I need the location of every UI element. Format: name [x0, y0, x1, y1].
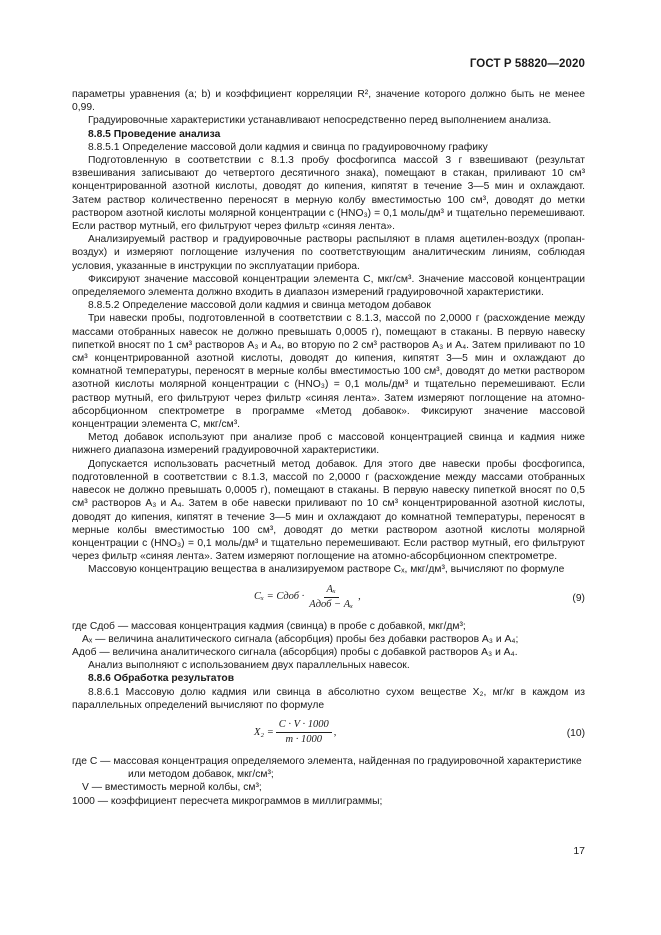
formula-9-numerator: Aₓ — [324, 584, 339, 598]
formula-10-lhs: X₂ = — [254, 726, 274, 738]
section-heading-8-8-6: 8.8.6 Обработка результатов — [88, 673, 235, 685]
paragraph: Метод добавок используют при анализе проб с массовой концентрацией свинца и кадмия ниже нижнего диапазона измерений градуировочной характеристики. — [72, 432, 585, 457]
document-page — [72, 0, 585, 935]
document-body — [72, 88, 585, 808]
page-number: 17 — [573, 845, 585, 857]
legend-item: 1000 — коэффициент пересчета микрограммов в миллиграммы; — [72, 795, 383, 807]
legend-item: Aₓ — величина аналитического сигнала (абсорбция) пробы без добавки растворов A₃ и A₄; — [82, 633, 519, 645]
subsection-title-8-8-5-2: 8.8.5.2 Определение массовой доли кадмия и свинца методом добавок — [88, 300, 431, 312]
paragraph: Массовую концентрацию вещества в анализируемом растворе Cₓ, мкг/дм³, вычисляют по формуле — [88, 564, 565, 576]
document-header: ГОСТ Р 58820—2020 — [469, 58, 585, 70]
formula-10-number: (10) — [566, 727, 585, 739]
paragraph: параметры уравнения (a; b) и коэффициент корреляции R², значение которого должно быть не менее 0,99. — [72, 89, 585, 114]
formula-10-fraction — [276, 719, 332, 746]
paragraph: Анализируемый раствор и градуировочные растворы распыляют в пламя ацетилен-воздух (пропан-воздух) и измеряют поглощение излучения по соответствующим аналитическим линиям, соблюдая условия, указанные в инструкции по эксплуатации прибора. — [72, 234, 585, 272]
legend-item: где Cдоб — массовая концентрация кадмия (свинца) в пробе с добавкой, мкг/дм³; — [72, 620, 466, 632]
legend-item: Aдоб — величина аналитического сигнала (абсорбция) пробы с добавкой растворов A₃ и A₄. — [72, 646, 518, 658]
paragraph: 8.8.6.1 Массовую долю кадмия или свинца в абсолютно сухом веществе X₂, мг/кг в каждом из параллельных определений вычисляют по формуле — [72, 686, 585, 711]
formula-9-denominator: Aдоб − Aₓ — [309, 598, 354, 610]
formula-9: Cₓ = Cдоб · $\frac{\text{Aₓ}}{\text{Aдоб − Aₓ}}$ , (9) — [254, 583, 585, 610]
formula-10-denominator: m · 1000 — [285, 733, 322, 745]
subsection-title-8-8-5-1: 8.8.5.1 Определение массовой доли кадмия и свинца по градуировочному графику — [88, 141, 488, 153]
paragraph: Подготовленную в соответствии с 8.1.3 пробу фосфогипса массой 3 г взвешивают (результат взвешивания записывают до четвертого десятичного знака), помещают в стакан, приливают 10 см³ концентрированной азотной кислоты, доводят до кипения, кипятят в течение 3—5 мин и охлаждают. Затем раствор количественно переносят в мерную колбу вместимостью 100 см³, доводят до метки раствором азотной кислоты молярной концентрации c (HNO₃) = 0,1 моль/дм³ и тщательно перемешивают. Если раствор мутный, его фильтруют через фильтр «синяя лента». — [72, 155, 585, 233]
paragraph: Анализ выполняют с использованием двух параллельных навесок. — [88, 660, 410, 672]
formula-10-numerator: C · V · 1000 — [276, 719, 332, 733]
legend-item: V — вместимость мерной колбы, см³; — [82, 782, 262, 794]
section-heading-8-8-5: 8.8.5 Проведение анализа — [88, 128, 221, 140]
legend-item: где C — массовая концентрация определяемого элемента, найденная по градуировочной характеристике или методом добавок, мкг/см³; — [72, 755, 582, 781]
paragraph: Градуировочные характеристики устанавливают непосредственно перед выполнением анализа. — [88, 115, 552, 127]
paragraph: Фиксируют значение массовой концентрации элемента C, мкг/см³. Значение массовой концентрации определяемого элемента должно входить в диапазон измерений градуировочной характеристики. — [72, 273, 585, 299]
paragraph: Допускается использовать расчетный метод добавок. Для этого две навески пробы фосфогипса, подготовленной в соответствии с 8.1.3, массой по 2,0000 г (расхождение между массами отобранных навесок не должно превышать 0,0005 г), помещают в стаканы. В первую навеску пипеткой вносят по 0,5 см³ растворов A₃ и A₄. Затем в обе навески приливают по 10 см³ концентрированной азотной кислоты, доводят до кипения, кипятят в течение 3—5 мин и охлаждают до комнатной температуры, переносят в мерные колбы вместимостью 100 см³, доводят до метки раствором азотной кислоты молярной концентрации c (HNO₃) = 0,1 моль/дм³ и тщательно перемешивают. Если раствор мутный, его фильтруют через фильтр «синяя лента». Затем измеряют поглощение на атомно-абсорбционном спектрометре. — [72, 458, 585, 563]
formula-9-lhs: Cₓ = Cдоб · — [254, 591, 305, 603]
formula-10: X₂ = $\frac{C \cdot V \cdot 1000}{m \cdot 1000}$ , (10) — [254, 718, 585, 745]
formula-9-fraction — [306, 584, 356, 611]
paragraph: Три навески пробы, подготовленной в соответствии с 8.1.3, массой по 2,0000 г (расхождение между массами отобранных навесок не должно превышать 0,0005 г), помещают в стаканы. В первую навеску пипеткой вносят по 1 см³ растворов A₃ и A₄, во вторую по 2 см³ растворов A₃ и A₄. Затем приливают по 10 см³ концентрированной азотной кислоты, доводят до кипения, кипятят 3—5 мин и охлаждают до комнатной температуры, переносят в мерные колбы вместимостью 100 см³, доводят до метки раствором азотной кислоты молярной концентрации c (HNO₃) = 0,1 моль/дм³ и тщательно перемешивают. Если раствор мутный, его фильтруют через фильтр «синяя лента». Затем измеряют поглощение на атомно-абсорбционном спектрометре в программе «Метод добавок». Фиксируют значение массовой концентрации элемента C, мкг/см³. — [72, 313, 585, 431]
formula-9-number: (9) — [572, 592, 585, 604]
